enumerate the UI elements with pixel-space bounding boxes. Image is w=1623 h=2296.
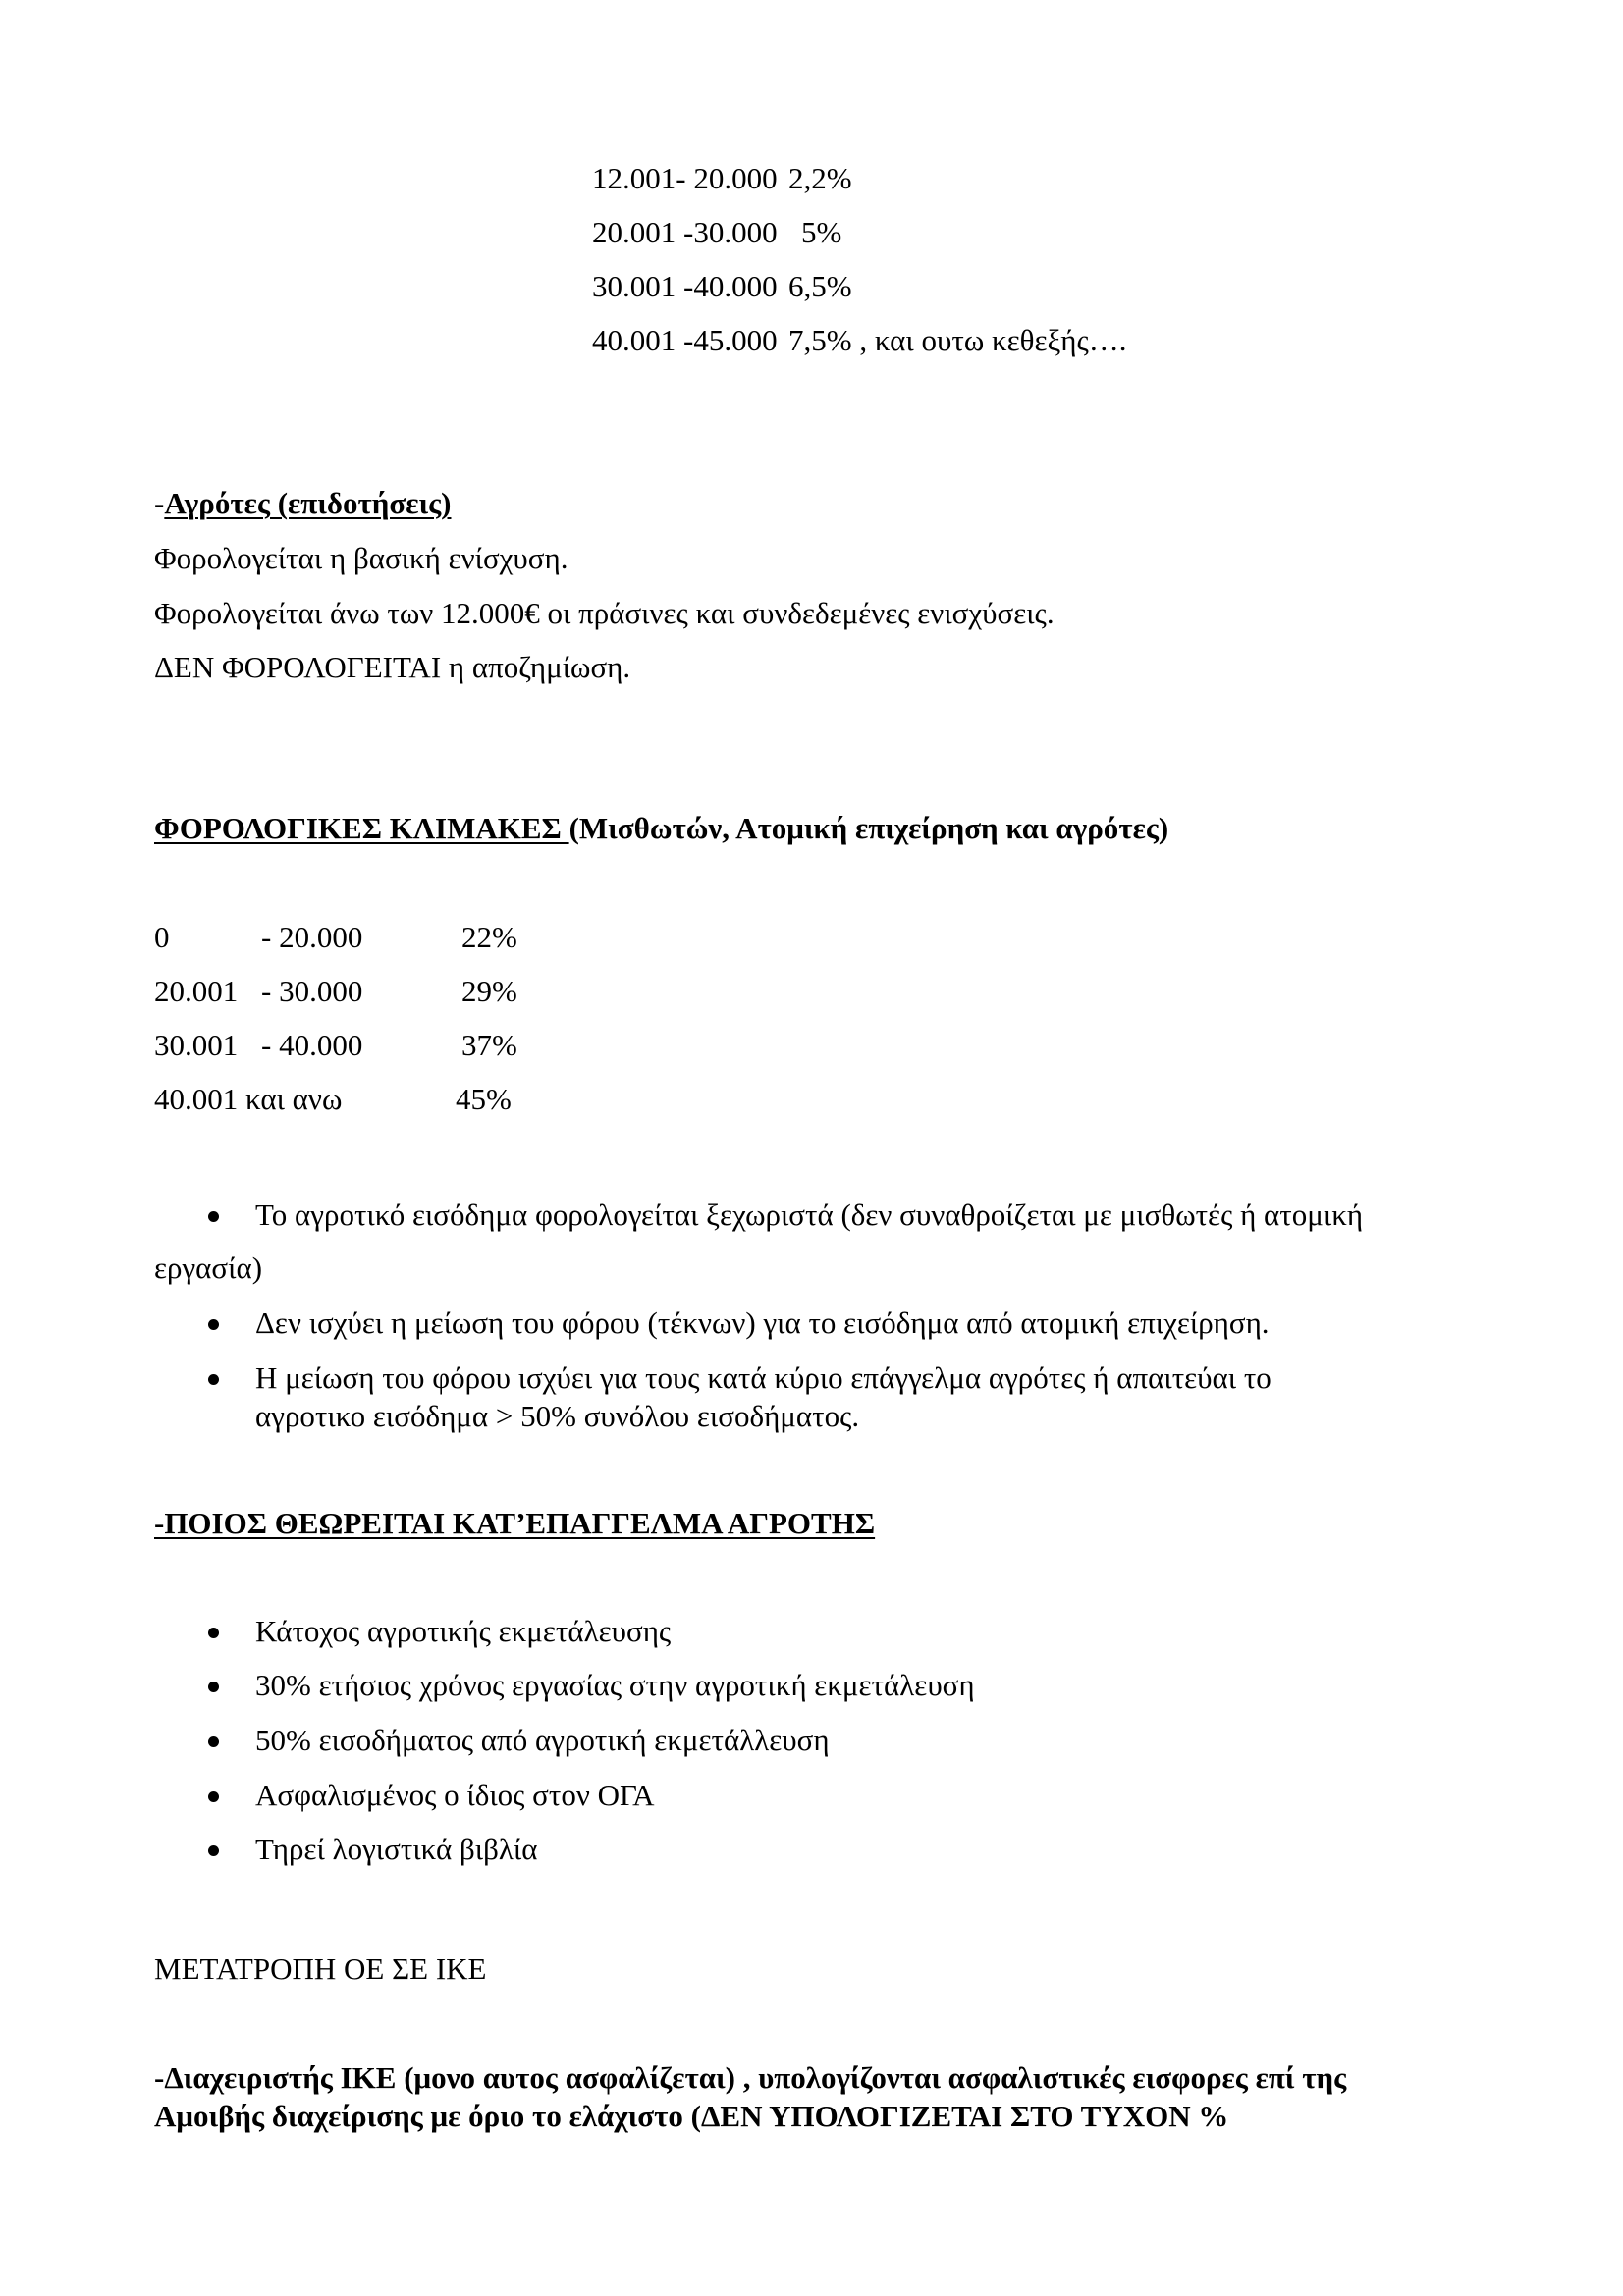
bracket-to: - 40.000 — [261, 1028, 363, 1062]
scale-range: 40.001 -45.000 — [592, 323, 778, 357]
scale-rate: 6,5% — [788, 269, 852, 303]
scale-rate: 5% — [801, 215, 842, 249]
section-heading — [154, 488, 451, 518]
bracket-to: - 20.000 — [261, 920, 363, 954]
bracket-rate: 29% — [461, 974, 517, 1008]
list-item: 30% ετήσιος χρόνος εργασίας στην αγροτική εκμετάλευση — [255, 1668, 975, 1702]
paragraph-line: ΔΕΝ ΦΟΡΟΛΟΓΕΙΤΑΙ η αποζημίωση. — [154, 650, 631, 684]
scale-rate-with-note — [788, 325, 1127, 355]
heading-underlined: ΦΟΡΟΛΟΓΙΚΕΣ ΚΛΙΜΑΚΕΣ — [154, 811, 569, 845]
bold-paragraph-line: -Διαχειριστής ΙΚΕ (μονο αυτος ασφαλίζεται) , υπολογίζονται ασφαλιστικές εισφορες επί της — [154, 2060, 1347, 2095]
list-item: Κάτοχος αγροτικής εκμετάλευσης — [255, 1614, 672, 1648]
scale-rate: 7,5% — [788, 323, 852, 357]
heading-text: Αγρότες (επιδοτήσεις) — [164, 486, 452, 520]
bullet-icon — [208, 1845, 219, 1856]
bullet-icon — [208, 1628, 219, 1638]
heading-prefix: - — [154, 486, 165, 520]
paragraph-line: Φορολογείται άνω των 12.000€ οι πράσινες και συνδεδεμένες ενισχύσεις. — [154, 596, 1055, 630]
list-item-continuation: αγροτικο εισόδημα > 50% συνόλου εισοδήματος. — [255, 1399, 860, 1433]
list-item-continuation: εργασία) — [154, 1251, 263, 1285]
bullet-icon — [208, 1736, 219, 1747]
bracket-from: 40.001 και ανω — [154, 1082, 343, 1116]
heading-rest: (Μισθωτών, Ατομική επιχείρηση και αγρότες) — [568, 811, 1169, 845]
section-heading: -ΠΟΙΟΣ ΘΕΩΡΕΙΤΑΙ ΚΑΤ’ΕΠΑΓΓΕΛΜΑ ΑΓΡΟΤΗΣ — [154, 1506, 876, 1540]
scale-range: 30.001 -40.000 — [592, 269, 778, 303]
bracket-rate: 45% — [456, 1082, 512, 1116]
bracket-rate: 22% — [461, 920, 517, 954]
list-item: Το αγροτικό εισόδημα φορολογείται ξεχωριστά (δεν συναθροίζεται με μισθωτές ή ατομική — [255, 1198, 1364, 1232]
bracket-rate: 37% — [461, 1028, 517, 1062]
list-item: Η μείωση του φόρου ισχύει για τους κατά κύριο επάγγελμα αγρότες ή απαιτεύαι το — [255, 1361, 1271, 1395]
section-title: ΜΕΤΑΤΡΟΠΗ ΟΕ ΣΕ ΙΚΕ — [154, 1951, 487, 1986]
bracket-from: 30.001 — [154, 1028, 239, 1062]
section-heading — [154, 813, 1168, 843]
bullet-icon — [208, 1319, 219, 1330]
bullet-icon — [208, 1211, 219, 1222]
paragraph-line: Φορολογείται η βασική ενίσχυση. — [154, 541, 568, 575]
scale-note: , και ουτω κεθεξής…. — [851, 323, 1127, 357]
scale-rate: 2,2% — [788, 161, 852, 195]
bracket-from: 20.001 — [154, 974, 239, 1008]
bullet-icon — [208, 1791, 219, 1802]
list-item: 50% εισοδήματος από αγροτική εκμετάλλευση — [255, 1723, 830, 1757]
bullet-icon — [208, 1374, 219, 1385]
list-item: Τηρεί λογιστικά βιβλία — [255, 1832, 538, 1866]
scale-range: 20.001 -30.000 — [592, 215, 778, 249]
bracket-from: 0 — [154, 920, 170, 954]
bracket-to: - 30.000 — [261, 974, 363, 1008]
bold-paragraph-line: Αμοιβής διαχείρισης με όριο το ελάχιστο (ΔΕΝ ΥΠΟΛΟΓΙΖΕΤΑΙ ΣΤΟ ΤΥΧΟΝ % — [154, 2099, 1229, 2133]
scale-range: 12.001- 20.000 — [592, 161, 778, 195]
bullet-icon — [208, 1682, 219, 1692]
list-item: Ασφαλισμένος ο ίδιος στον ΟΓΑ — [255, 1778, 655, 1812]
list-item: Δεν ισχύει η μείωση του φόρου (τέκνων) για το εισόδημα από ατομική επιχείρηση. — [255, 1306, 1270, 1340]
